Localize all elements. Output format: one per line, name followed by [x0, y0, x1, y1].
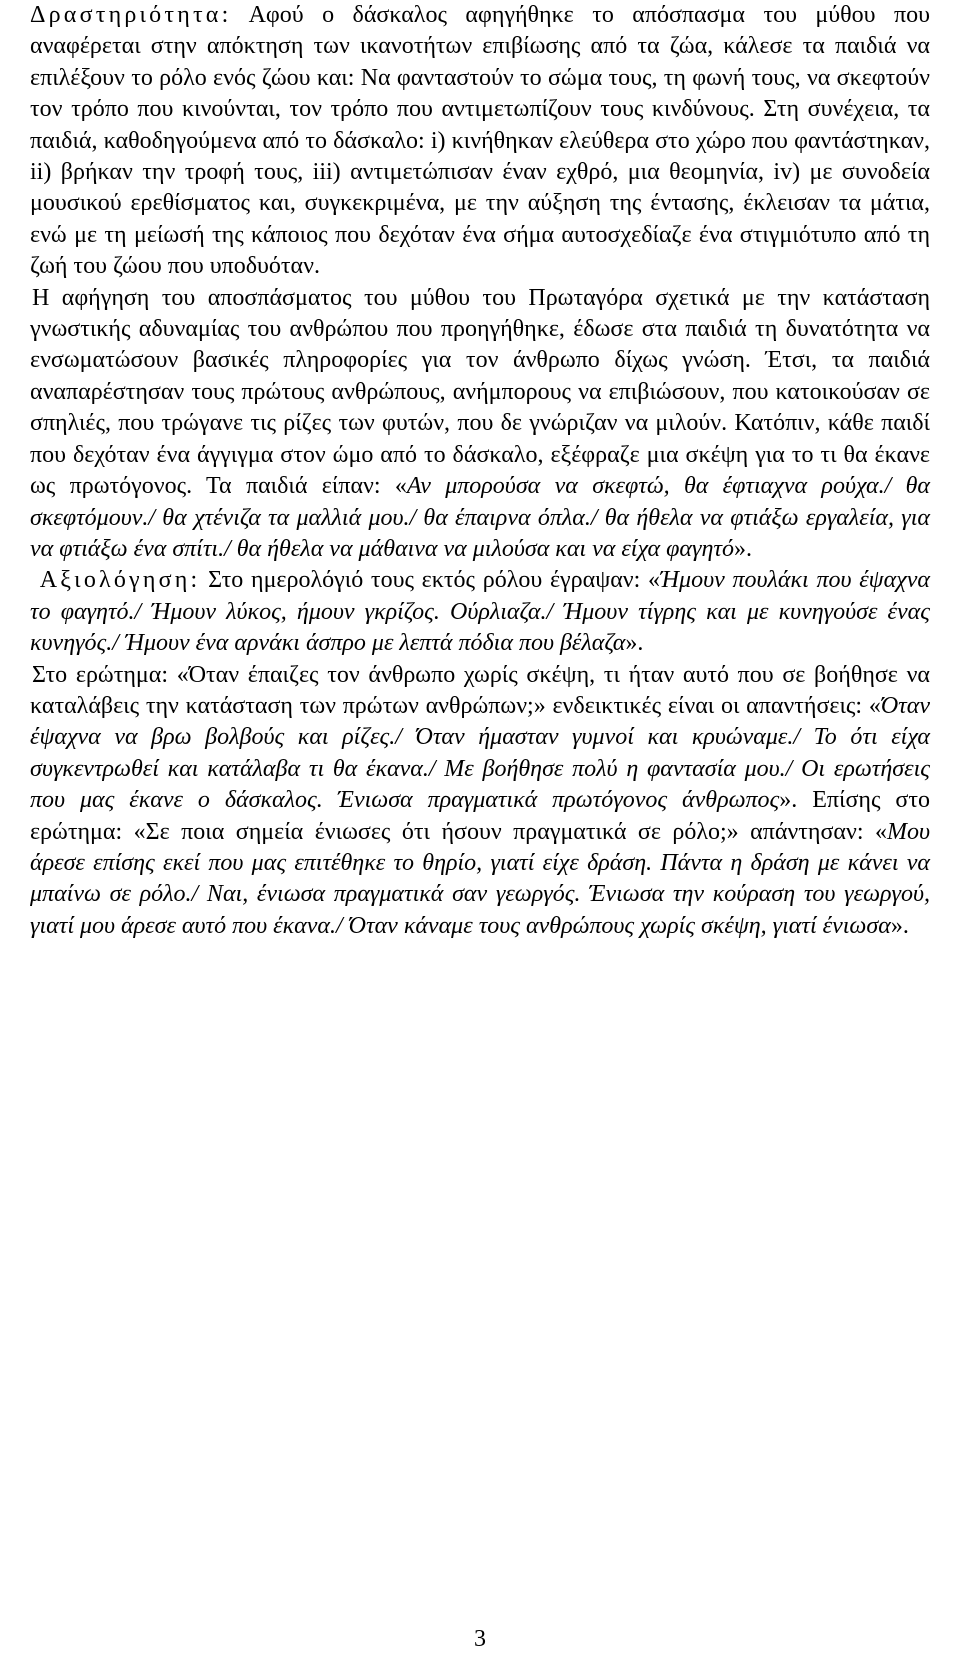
text-segment: ». [733, 535, 752, 562]
paragraph-narration [30, 283, 930, 566]
quote-segment: Ήμουν πουλάκι που έψαχνα το φαγητό./ Ήμουν λύκος, ήμουν γκρίζος. Ούρλιαζα./ Ήμουν τίγρης και με κυνηγούσε ένας κυνηγός./ Ήμουν ένα αρνάκι άσπρο με λεπτά πόδια που βέλαζα [30, 567, 930, 657]
paragraph-evaluation [30, 565, 930, 659]
quote-segment: Όταν έψαχνα να βρω βολβούς και ρίζες./ Όταν ήμασταν γυμνοί και κρυώναμε./ Το ότι είχα συγκεντρωθεί και κατάλαβα τι θα έκανα./ Με βοήθησε πολύ η φαντασία μου./ Οι ερωτήσεις που μας έκανε ο δάσκαλος. Ένιωσα πραγματικά πρωτόγονος άνθρωπος [30, 692, 930, 814]
heading-evaluation: Αξιολόγηση: [39, 567, 201, 594]
heading-activity: Δραστηριότητα: [30, 2, 232, 28]
text-segment: ». [625, 630, 644, 657]
text-segment: Αφού ο δάσκαλος αφηγήθηκε το απόσπασμα του μύθου που αναφέρεται στην απόκτηση των ικανοτήτων επιβίωσης από τα ζώα, κάλεσε τα παιδιά να επιλέξουν το ρόλο ενός ζώου και: Να φανταστούν το σώμα τους, τη φωνή τους, να σκεφτούν τον τρόπο που κινούνται, τον τρόπο που αντιμετωπίζουν τους κινδύνους. Στη συνέχεια, τα παιδιά, καθοδηγούμενα από το δάσκαλο: i) κινήθηκαν ελεύθερα στο χώρο που φαντάστηκαν, ii) βρήκαν την τροφή τους, iii) αντιμετώπισαν έναν εχθρό, μια θεομηνία, iv) με συνοδεία μουσικού ερεθίσματος και, συγκεκριμένα, με την αύξηση της έντασης, έκλεισαν τα μάτια, ενώ με τη μείωσή της κάποιος που δεχόταν ένα σήμα αυτοσχεδίαζε ένα στιγμιότυπο από τη ζωή του ζώου που υποδυόταν. [30, 2, 930, 280]
text-segment: Στο ημερολόγιό τους εκτός ρόλου έγραψαν: « [200, 567, 661, 594]
paragraph-question [30, 660, 930, 943]
page-number: 3 [474, 1626, 486, 1652]
paragraph-activity [30, 0, 930, 283]
quote-segment: Μου άρεσε επίσης εκεί που μας επιτέθηκε το θηρίο, γιατί είχε δράση. Πάντα η δράση με κάνει να μπαίνω σε ρόλο./ Ναι, ένιωσα πραγματικά σαν γεωργός. Ένιωσα την κούραση του γεωργού, γιατί μου άρεσε αυτό που έκανα./ Όταν κάναμε τους ανθρώπους χωρίς σκέψη, γιατί ένιωσα [30, 818, 930, 939]
text-segment: ». Επίσης στο ερώτημα: «Σε ποια σημεία ένιωσες ότι ήσουν πραγματικά σε ρόλο;» απάντησαν: « [30, 787, 930, 845]
text-segment: Η αφήγηση του αποσπάσματος του μύθου του Πρωταγόρα σχετικά με την κατάσταση γνωστικής αδυναμίας του ανθρώπου που προηγήθηκε, έδωσε στα παιδιά τη δυνατότητα να ενσωματώσουν βασικές πληροφορίες για τον άνθρωπο δίχως γνώση. Έτσι, τα παιδιά αναπαρέστησαν τους πρώτους ανθρώπους, ανήμπορους να επιβιώσουν, που κατοικούσαν σε σπηλιές, που τρώγανε τις ρίζες των φυτών, που δε γνώριζαν να μιλούν. Κατόπιν, κάθε παιδί που δεχόταν ένα άγγιγμα στον ώμο από το δάσκαλο, εξέφραζε μια σκέψη για το τι θα έκανε ως πρωτόγονος. Τα παιδιά είπαν: « [30, 284, 930, 500]
document-page [30, 0, 930, 942]
text-segment: ». [890, 912, 909, 939]
quote-segment: Αν μπορούσα να σκεφτώ, θα έφτιαχνα ρούχα./ θα σκεφτόμουν./ θα χτένιζα τα μαλλιά μου./ θα έπαιρνα όπλα./ θα ήθελα να φτιάξω εργαλεία, για να φτιάξω ένα σπίτι./ θα ήθελα να μάθαινα να μιλούσα και να είχα φαγητό [30, 473, 930, 562]
text-segment: Στο ερώτημα: «Όταν έπαιζες τον άνθρωπο χωρίς σκέψη, τι ήταν αυτό που σε βοήθησε να καταλάβεις την κατάσταση των πρώτων ανθρώπων;» ενδεικτικές είναι οι απαντήσεις: « [30, 661, 930, 719]
